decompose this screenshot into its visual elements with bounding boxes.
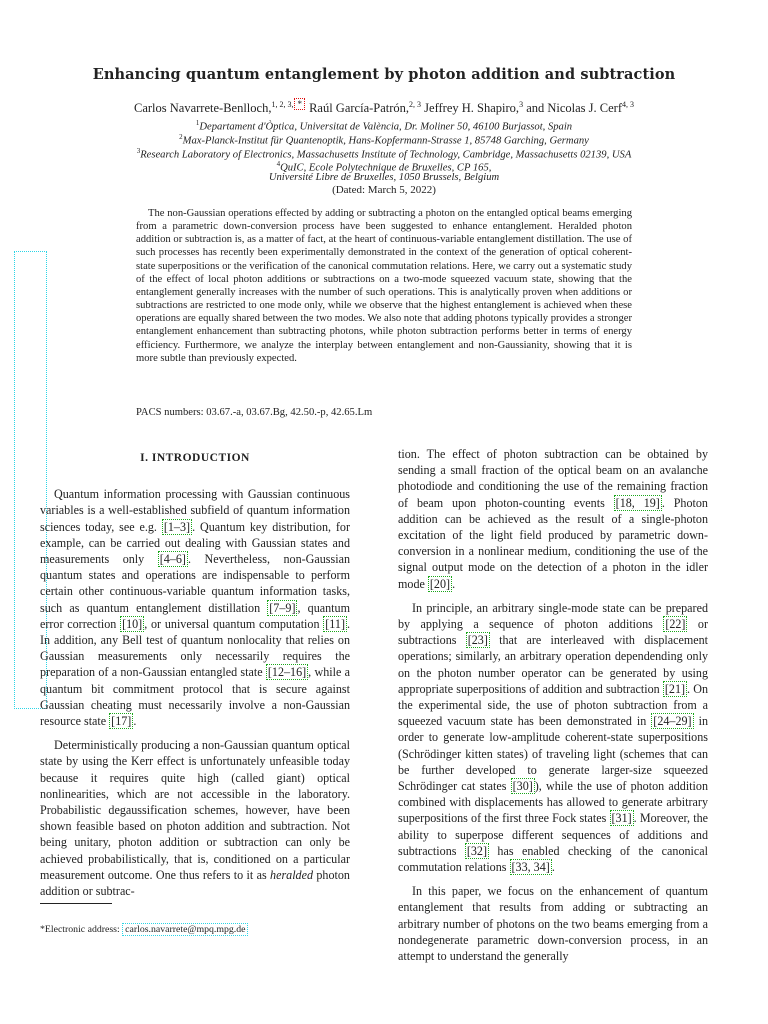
- section-heading-introduction: I. INTRODUCTION: [140, 452, 250, 464]
- left-column: [40, 448, 350, 907]
- citation-link[interactable]: [17]: [111, 714, 132, 729]
- affiliation-4-text: QuIC, Ecole Polytechnique de Bruxelles, CP 165,: [280, 162, 492, 174]
- citation-link[interactable]: [18, 19]: [615, 495, 660, 510]
- footnote-rule: [40, 903, 112, 904]
- author-4-affil: 4, 3: [622, 100, 634, 109]
- citation-link[interactable]: [31]: [611, 811, 632, 826]
- affiliation-3-text: Research Laboratory of Electronics, Massachusetts Institute of Technology, Cambridge, Massachusetts 02139, USA: [140, 149, 632, 161]
- footnote-link[interactable]: *: [294, 98, 305, 110]
- email-link[interactable]: carlos.navarrete@mpq.mpg.de: [122, 923, 248, 936]
- citation-link[interactable]: [32]: [466, 843, 488, 858]
- citation-link[interactable]: [20]: [429, 576, 451, 591]
- citation-link[interactable]: [7–9]: [269, 600, 296, 615]
- author-list: [0, 98, 768, 116]
- affiliation-1-text: Departament d'Òptica, Universitat de València, Dr. Moliner 50, 46100 Burjassot, Spain: [199, 121, 573, 133]
- citation-link[interactable]: [30]: [512, 779, 533, 794]
- citation-link[interactable]: [21]: [664, 681, 686, 696]
- paragraph: Deterministically producing a non-Gaussian quantum optical state by using the Kerr effect is unfortunately unfeasible today because it requires quite high (called giant) optical nonlinearities, which are not accessible in the laboratory. Probabilistic degaussification schemes, however, have been shown feasible based on photon addition and subtraction. Not being unitary, photon addition or subtraction can only be achieved probabilistically, that is, conditioned on a particular measurement outcome. One thus refers to it as heralded photon addition or subtrac-: [40, 738, 350, 899]
- affiliation-1-marker: 1: [195, 119, 200, 127]
- affiliation-4-marker: 4: [276, 160, 281, 168]
- author-3-affil: 3: [519, 100, 524, 109]
- citation-link[interactable]: [24–29]: [653, 714, 692, 729]
- citation-link[interactable]: [22]: [665, 617, 686, 632]
- footnote: [40, 924, 360, 935]
- abstract: The non-Gaussian operations effected by adding or subtracting a photon on the entangled optical beams emerging from a parametric down-conversion process have been suggested to enhance entanglement. Heralded photon addition or subtraction is, as a matter of fact, at the heart of continuous-variable entanglement distillation. The use of such processes has recently been experimentally demonstrated in the context of the generation of optical coherent-state superpositions or the verification of the canonical commutation relations. Here, we carry out a systematic study of the effect of local photon additions or subtractions on a two-mode squeezed vacuum state, showing that the entanglement generally increases with the number of such operations. This is analytically proven when additions or subtractions are restricted to one mode only, while we observe that the highest entanglement is achieved when these operations are equally shared between the two modes. We also note that adding photons typically provides a stronger entanglement enhancement than subtracting photons, while photon subtraction performs better in terms of energy efficiency. Furthermore, we analyze the interplay between entanglement and non-Gaussianity, showing that it is more subtle than previously expected.: [136, 208, 632, 364]
- paragraph: Quantum information processing with Gaussian continuous variables is a well-established subfield of quantum information sciences today, see e.g. [1–3] . Quantum key distribution, for example, can be carried out dealing with Gaussian states and measurements only [4–6] . Nevertheless, non-Gaussian quantum states and operations are indispensable to perform certain other continuous-variable quantum information tasks, such as quantum entanglement distillation [7–9] , quantum error correction [10] , or universal quantum computation [11] . In addition, any Bell test of quantum nonlocality that relies on Gaussian measurements only necessarily requires the preparation of a non-Gaussian entangled state [12–16] , while a quantum bit commitment protocol that is secure against Gaussian cheating must necessarily involve a non-Gaussian resource state [17] .: [40, 487, 351, 729]
- citation-link[interactable]: [10]: [122, 616, 143, 631]
- affiliation-4-cont: Université Libre de Bruxelles, 1050 Brussels, Belgium: [268, 172, 500, 183]
- citation-link[interactable]: [11]: [325, 616, 345, 631]
- dated-line: (Dated: March 5, 2022): [332, 184, 436, 196]
- author-2-affil: 2, 3: [409, 100, 422, 109]
- author-3-name: Jeffrey H. Shapiro,: [424, 101, 520, 116]
- paper-title: Enhancing quantum entanglement by photon addition and subtraction: [92, 66, 676, 83]
- citation-link[interactable]: [33, 34]: [511, 860, 550, 875]
- paragraph: In this paper, we focus on the enhancement of quantum entanglement that results from adding or subtracting an arbitrary number of photons on the two beams emerging from a nondegenerate parametric down-conversion process, in an attempt to understand the generally: [398, 884, 708, 964]
- author-1-affil: 1, 2, 3,: [271, 100, 294, 109]
- footnote-label: *Electronic address:: [40, 924, 123, 935]
- author-1-name: Carlos Navarrete-Benlloch,: [134, 101, 272, 116]
- affiliation-2-text: Max-Planck-Institut für Quantenoptik, Hans-Kopfermann-Strasse 1, 85748 Garching, Germany: [182, 135, 589, 147]
- citation-link[interactable]: [12–16]: [267, 665, 307, 680]
- right-column: [398, 446, 708, 972]
- pacs-numbers: PACS numbers: 03.67.-a, 03.67.Bg, 42.50.-p, 42.65.Lm: [136, 407, 373, 418]
- author-4-name: and Nicolas J. Cerf: [526, 101, 622, 116]
- affiliation-3-marker: 3: [136, 147, 141, 155]
- citation-link[interactable]: [1–3]: [163, 519, 191, 534]
- author-2-name: Raúl García-Patrón,: [309, 101, 410, 116]
- citation-link[interactable]: [23]: [467, 633, 488, 648]
- paragraph: tion. The effect of photon subtraction can be obtained by sending a small fraction of the optical beam on an avalanche photodiode and conditioning the use of the remaining fraction of beam upon photon-counting events [18, 19] . Photon addition can be achieved as the result of a single-photon excitation of the light field produced by parametric down-conversion in a nonlinear medium, conditioning the use of the signal output mode on the detection of a photon in the idler mode [20] .: [398, 447, 708, 591]
- affiliation-2-marker: 2: [179, 133, 183, 141]
- citation-link[interactable]: [4–6]: [159, 552, 186, 567]
- paragraph: In principle, an arbitrary single-mode state can be prepared by applying a sequence of photon additions [22] or subtractions [23] that are interleaved with displacement operations; similarly, an arbitrary operation dependending only on the photon number operator can be generated by using appropriate superpositions of addition and subtraction [21] . On the experimental side, the use of photon subtraction from a squeezed vacuum state has been demonstrated in [24–29] in order to generate low-amplitude coherent-state superpositions (Schrödinger kitten states) of traveling light (schemes that can be further developed to generate larger-size squeezed Schrödinger cat states [30] ), while the use of photon addition combined with displacements has allowed to generate arbitrary superpositions of the first three Fock states [31] . Moreover, the ability to superpose different sequences of additions and subtractions [32] has enabled checking of the canonical commutation relations [33, 34] .: [398, 600, 709, 875]
- emphasis-text: heralded: [270, 867, 314, 882]
